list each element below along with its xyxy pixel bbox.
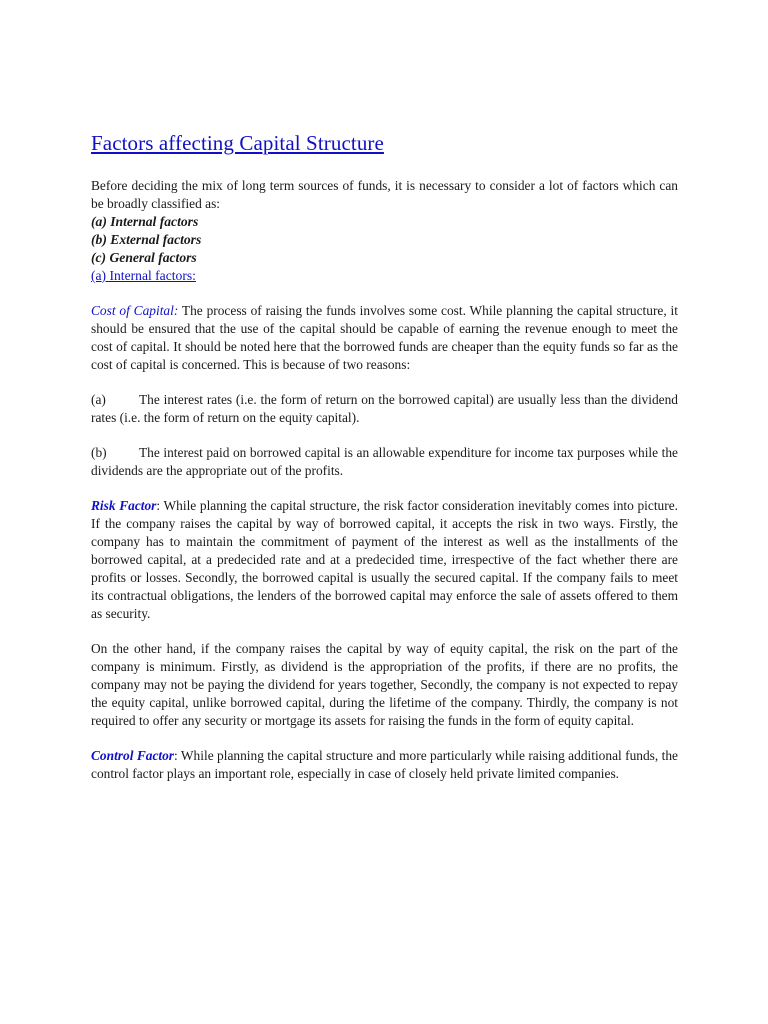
risk-factor-text: : While planning the capital structure, the risk factor consideration inevitably comes into picture. If the company raises the capital by way of borrowed capital, it accepts the risk in two ways. Firstly, the company has to maintain the commitment of payment of the interest as well as the installments of the borrowed capital, at a predecided rate and at a predecided time, irrespective of the fact whether there are profits or losses. Secondly, the borrowed capital is usually the secured capital. If the company fails to meet its contractual obligations, the lenders of the borrowed capital may enforce the sale of assets offered to them as security. — [91, 498, 678, 621]
intro-paragraph: Before deciding the mix of long term sources of funds, it is necessary to consider a lot of factors which can be broadly classified as: — [91, 178, 678, 211]
cost-of-capital-paragraph — [91, 302, 678, 374]
page-title: Factors affecting Capital Structure — [91, 131, 384, 155]
factor-list-item-general: (c) General factors — [91, 250, 197, 265]
reason-a-marker: (a) — [91, 392, 106, 407]
risk-factor-lead: Risk Factor — [91, 498, 157, 513]
document-page — [91, 128, 678, 783]
factor-list-item-external: (b) External factors — [91, 232, 202, 247]
reason-a-paragraph — [91, 391, 678, 427]
section-heading-internal-factors: (a) Internal factors: — [91, 268, 196, 283]
control-factor-text: : While planning the capital structure and more particularly while raising additional funds, the control factor plays an important role, especially in case of closely held private limited companies. — [91, 748, 678, 781]
control-factor-paragraph — [91, 747, 678, 783]
reason-b-paragraph — [91, 444, 678, 480]
factor-list-item-internal: (a) Internal factors — [91, 214, 199, 229]
reason-a-text: The interest rates (i.e. the form of return on the borrowed capital) are usually less than the dividend rates (i.e. the form of return on the equity capital). — [91, 392, 678, 425]
reason-b-text: The interest paid on borrowed capital is an allowable expenditure for income tax purposes while the dividends are the appropriate out of the profits. — [91, 445, 678, 478]
risk-factor-paragraph — [91, 497, 678, 623]
equity-capital-paragraph: On the other hand, if the company raises the capital by way of equity capital, the risk on the part of the company is minimum. Firstly, as dividend is the appropriation of the profits, if there are no profits, the company may not be paying the dividend for years together, Secondly, the company is not expected to repay the equity capital, unlike borrowed capital, during the lifetime of the company. Thirdly, the company is not required to offer any security or mortgage its assets for raising the funds in the form of equity capital. — [91, 641, 678, 728]
control-factor-lead: Control Factor — [91, 748, 175, 763]
cost-of-capital-text: The process of raising the funds involves some cost. While planning the capital structure, it should be ensured that the use of the capital should be capable of earning the revenue enough to meet the cost of capital. It should be noted here that the borrowed funds are cheaper than the equity funds so far as the cost of capital is concerned. This is because of two reasons: — [91, 303, 679, 372]
cost-of-capital-lead: Cost of Capital: — [91, 303, 179, 318]
reason-b-marker: (b) — [91, 445, 107, 460]
